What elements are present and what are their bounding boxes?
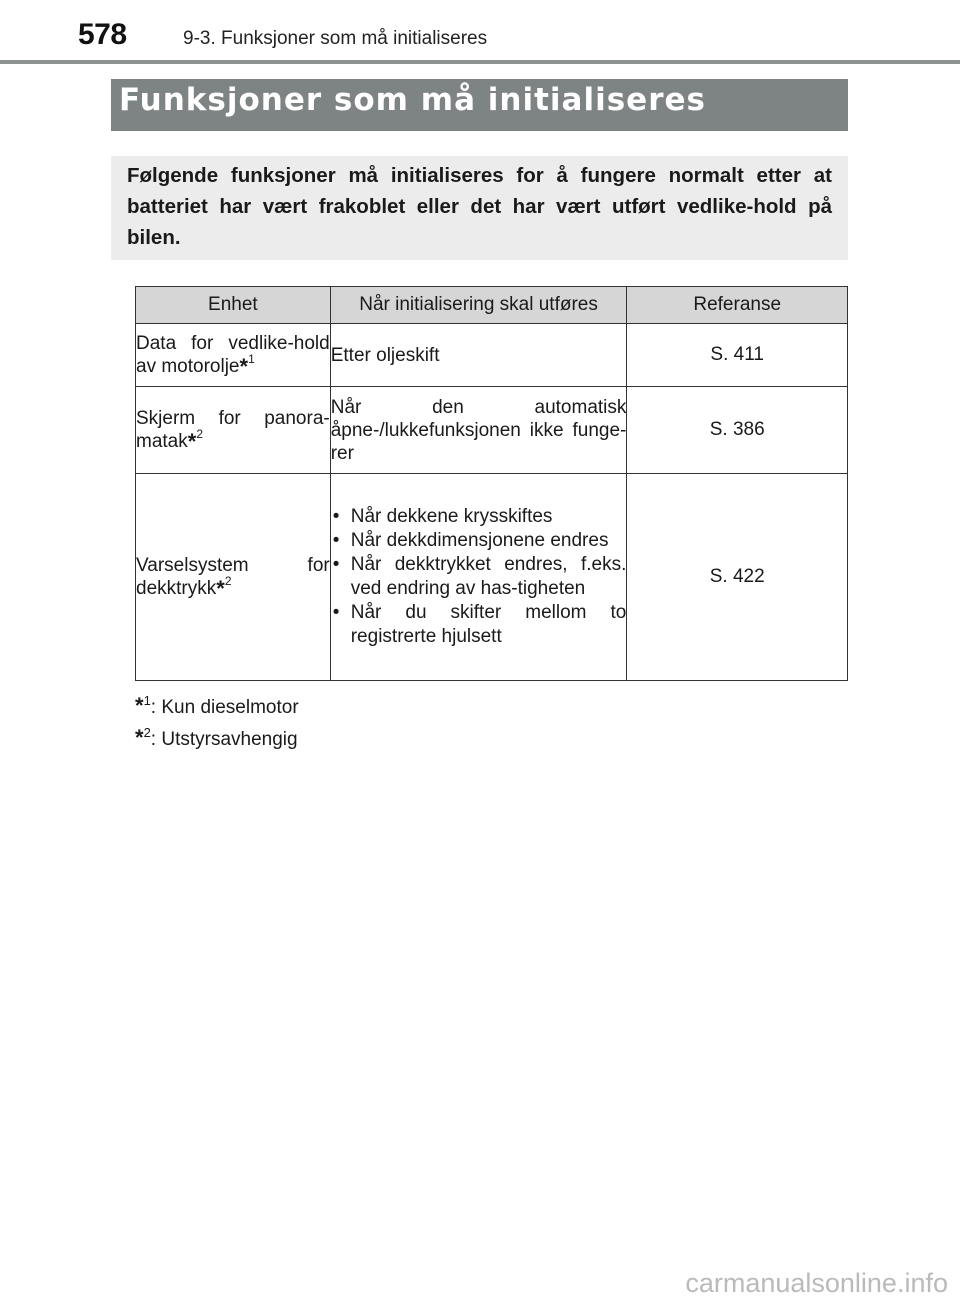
intro-box (111, 156, 848, 260)
unit-cell (136, 324, 331, 387)
list-item (331, 601, 627, 649)
initialization-table (135, 286, 848, 681)
table-row (136, 324, 848, 387)
table-row (136, 474, 848, 681)
reference-cell: S. 411 (627, 324, 848, 387)
section-banner (111, 79, 848, 131)
bullet-list (331, 505, 627, 649)
intro-text: Følgende funksjoner må initialiseres for å fungere normalt etter at batteriet har vært frakoblet eller det har vært utført vedlike-hold på bilen. (127, 164, 832, 249)
footnote-ref: 2 (224, 574, 232, 588)
section-title: Funksjoner som må initialiseres (119, 82, 706, 118)
list-item-text: Når dekktrykket endres, f.eks. ved endring av has-tigheten (350, 554, 627, 599)
column-header-reference: Referanse (627, 287, 848, 324)
list-item-text: Når dekkdimensjonene endres (350, 530, 609, 551)
unit-text: Varselsystem for dekktrykk (136, 555, 330, 599)
bullet-icon: • (332, 554, 340, 575)
watermark: carmanualsonline.info (685, 1268, 948, 1298)
list-item (331, 529, 627, 553)
reference-cell: S. 422 (627, 474, 848, 681)
footnote-star-icon: * (187, 429, 197, 454)
column-header-when: Når initialisering skal utføres (330, 287, 627, 324)
reference-cell: S. 386 (627, 387, 848, 474)
footnote-ref: 1 (248, 352, 255, 366)
running-head: 9-3. Funksjoner som må initialiseres (183, 28, 488, 49)
unit-cell (136, 387, 331, 474)
when-cell: Når den automatisk åpne-/lukkefunksjonen ikke funge-rer (330, 387, 627, 474)
footnote-number: 2 (143, 725, 151, 740)
footnote-star-icon: * (135, 725, 144, 750)
page-number: 578 (78, 18, 127, 51)
list-item (331, 505, 627, 529)
when-cell: Etter oljeskift (330, 324, 627, 387)
when-cell (330, 474, 627, 681)
footnote-2 (135, 722, 299, 754)
table-row (136, 387, 848, 474)
unit-cell (136, 474, 331, 681)
footnote-ref: 2 (196, 427, 203, 441)
footnote-text: : Utstyrsavhengig (150, 729, 298, 750)
footnote-text: : Kun dieselmotor (150, 697, 299, 718)
bullet-icon: • (332, 602, 340, 623)
footnote-star-icon: * (135, 693, 144, 718)
unit-text: Data for vedlike-hold av motorolje (136, 333, 330, 377)
page-header (0, 0, 960, 66)
footnote-number: 1 (143, 693, 151, 708)
unit-text: Skjerm for panora-matak (136, 408, 330, 452)
header-rule (0, 60, 960, 64)
list-item-text: Når dekkene krysskiftes (350, 506, 553, 527)
bullet-icon: • (332, 506, 340, 527)
column-header-unit: Enhet (136, 287, 331, 324)
bullet-icon: • (332, 530, 340, 551)
footnote-1 (135, 690, 299, 722)
list-item (331, 553, 627, 601)
list-item-text: Når du skifter mellom to registrerte hjulsett (350, 602, 627, 647)
table-header-row (136, 287, 848, 324)
footnote-star-icon: * (239, 354, 249, 379)
footnotes (135, 690, 299, 754)
footnote-star-icon: * (216, 576, 225, 601)
